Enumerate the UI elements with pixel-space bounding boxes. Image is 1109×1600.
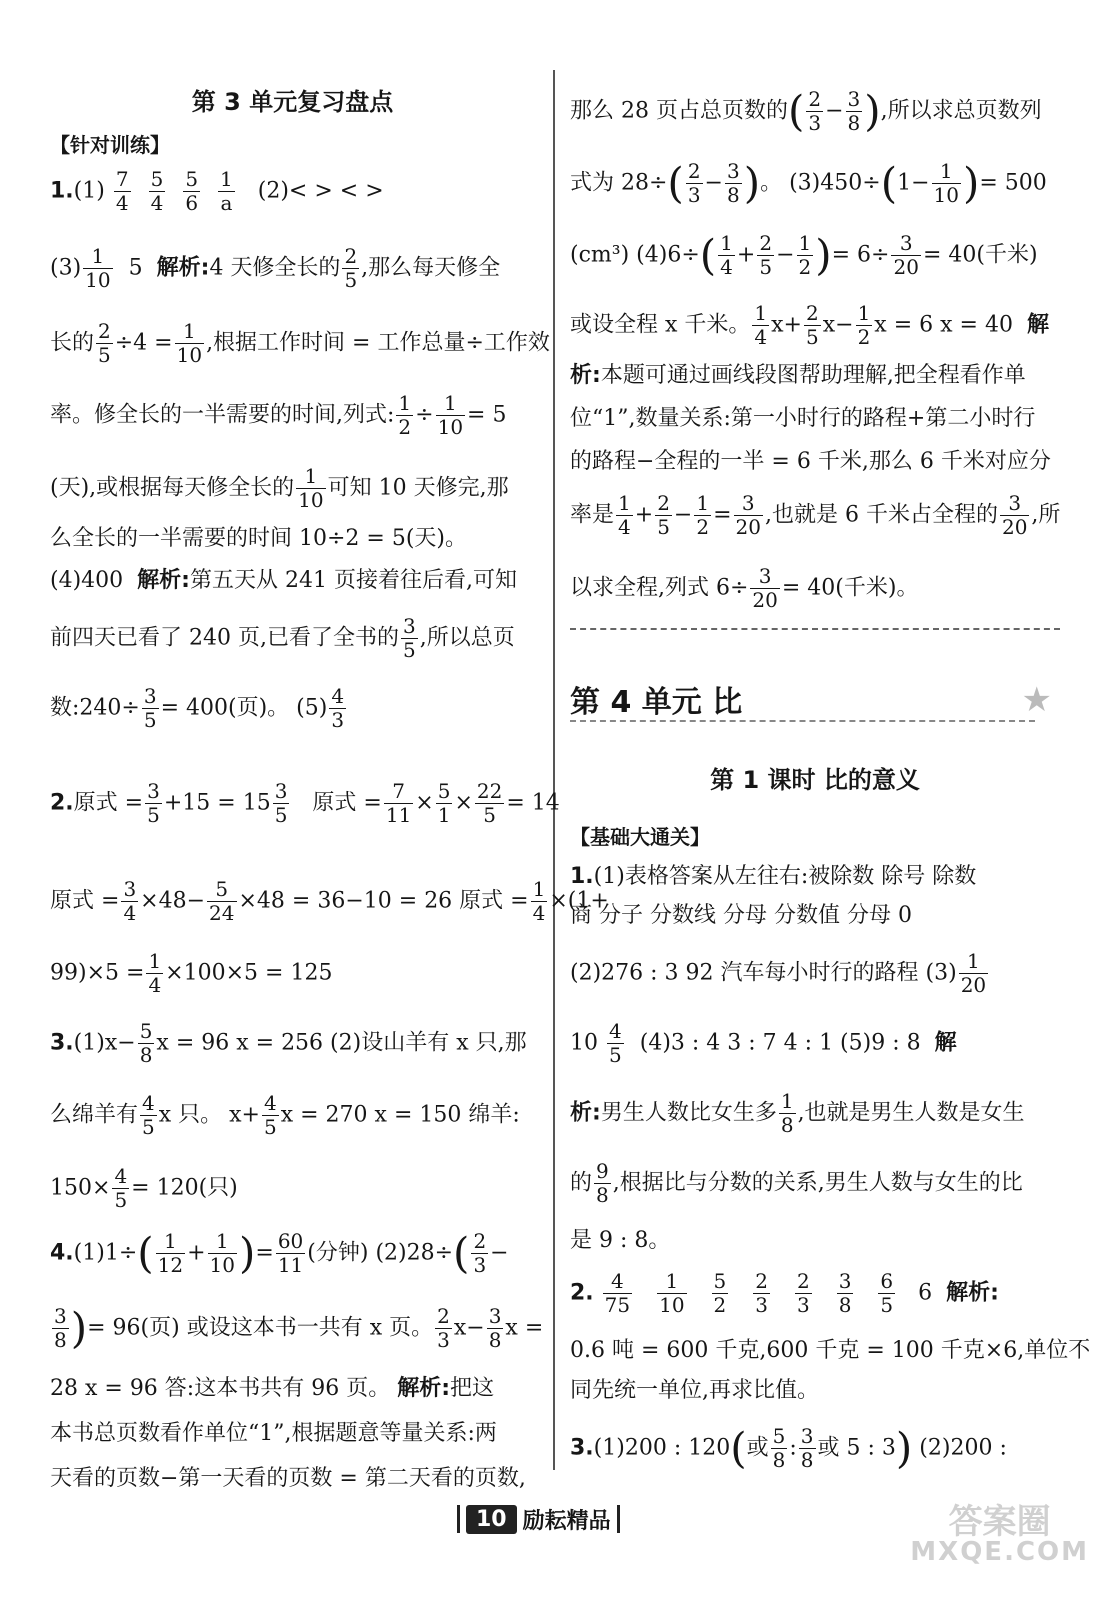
answer-line: 的路程−全程的一半 = 6 千米,那么 6 千米对应分 — [570, 449, 1051, 474]
page-footer — [457, 1500, 620, 1538]
answer-line: 率。修全长的一半需要的时间,列式: $\frac{1}{2}$ ÷ $\frac{1}{10}$ = 5 — [50, 391, 507, 439]
answer-line: 那么 28 页占总页数的( $\frac{2}{3}$ − $\frac{3}{8}$ ),所以求总页数列 — [570, 86, 1042, 136]
section-label: 【基础大通关】 — [570, 825, 710, 849]
page-number: 10 — [466, 1505, 517, 1534]
unit-title-rule — [570, 720, 1035, 722]
footer-bar — [617, 1505, 620, 1533]
section-label: 【针对训练】 — [50, 133, 170, 157]
answer-line: 位“1”,数量关系:第一小时行的路程+第二小时行 — [570, 406, 1036, 431]
answer-line: 或设全程 x 千米。 $\frac{1}{4}$ x+ $\frac{2}{5}$ x− $\frac{1}{2}$ x = 6 x = 40 解 — [570, 301, 1049, 349]
answer-line: 以求全程,列式 6÷ $\frac{3}{20}$ = 40(千米)。 — [570, 564, 919, 612]
answer-line: 150× $\frac{4}{5}$ = 120(只) — [50, 1164, 238, 1212]
answer-line: 前四天已看了 240 页,已看了全书的 $\frac{3}{5}$ ,所以总页 — [50, 614, 515, 662]
answer-line: 长的 $\frac{2}{5}$ ÷4 = $\frac{1}{10}$ ,根据工作时间 = 工作总量÷工作效 — [50, 319, 550, 367]
answer-line: 商 分子 分数线 分母 分数值 分母 0 — [570, 903, 912, 928]
answer-line: (3) $\frac{1}{10}$ 5 解析:4 天修全长的 $\frac{2}{5}$ ,那么每天修全 — [50, 244, 501, 292]
answer-line: (天),或根据每天修全长的 $\frac{1}{10}$ 可知 10 天修完,那 — [50, 464, 509, 512]
answer-line: 本书总页数看作单位“1”,根据题意等量关系:两 — [50, 1421, 497, 1446]
answer-line: 3.(1)x− $\frac{5}{8}$ x = 96 x = 256 (2)设山羊有 x 只,那 — [50, 1019, 527, 1067]
answer-line: 析:男生人数比女生多 $\frac{1}{8}$ ,也就是男生人数是女生 — [570, 1089, 1025, 1137]
answer-line: 3.(1)200 : 120(或 $\frac{5}{8}$ : $\frac{3}{8}$ 或 5 : 3) (2)200 : — [570, 1423, 1007, 1473]
answer-line: 是 9 : 8。 — [570, 1228, 671, 1253]
answer-line: 么全长的一半需要的时间 10÷2 = 5(天)。 — [50, 526, 468, 551]
answer-line: (cm³) (4)6÷( $\frac{1}{4}$ + $\frac{2}{5}$ − $\frac{1}{2}$ )= 6÷ $\frac{3}{20}$ = 40(千米) — [570, 230, 1038, 280]
answer-line: 数:240÷ $\frac{3}{5}$ = 400(页)。 (5) $\frac{4}{3}$ — [50, 684, 345, 732]
brand-name: 励耘精品 — [522, 1508, 611, 1534]
answer-line: 析:本题可通过画线段图帮助理解,把全程看作单 — [570, 363, 1026, 388]
unit-title: 第 4 单元 比 — [570, 685, 743, 720]
answer-line: (2)276 : 3 92 汽车每小时行的路程 (3) $\frac{1}{20}$ — [570, 949, 987, 997]
answer-line: (4)400 解析:第五天从 241 页接着往后看,可知 — [50, 568, 517, 593]
answer-line: 2.原式 = $\frac{3}{5}$ +15 = 15 $\frac{3}{5}$ 原式 = $\frac{7}{11}$ × $\frac{5}{1}$ × $\frac{22}{5}$ = 14 — [50, 779, 560, 827]
answer-line: 4.(1)1÷( $\frac{1}{12}$ + $\frac{1}{10}$ )= $\frac{60}{11}$ (分钟) (2)28÷( $\frac{2}{3}$ − — [50, 1228, 509, 1278]
answer-line: 么绵羊有 $\frac{4}{5}$ x 只。 x+ $\frac{4}{5}$ x = 270 x = 150 绵羊: — [50, 1091, 520, 1139]
answer-line: 原式 = $\frac{3}{4}$ ×48− $\frac{5}{24}$ ×48 = 36−10 = 26 原式 = $\frac{1}{4}$ ×(1+ — [50, 877, 609, 925]
answer-line: 2. $\frac{4}{75}$ $\frac{1}{10}$ $\frac{5}{2}$ $\frac{2}{3}$ $\frac{2}{3}$ $\frac{3}{8}$ $\frac{6}{5}$ 6 解析: — [570, 1269, 999, 1317]
section-separator — [570, 628, 1060, 630]
answer-line: 率是 $\frac{1}{4}$ + $\frac{2}{5}$ − $\frac{1}{2}$ = $\frac{3}{20}$ ,也就是 6 千米占全程的 $\frac{3}{20}$ ,所 — [570, 491, 1061, 539]
answer-line: 99)×5 = $\frac{1}{4}$ ×100×5 = 125 — [50, 949, 333, 997]
lesson-title: 第 1 课时 比的意义 — [710, 766, 920, 794]
answer-line: 同先统一单位,再求比值。 — [570, 1378, 819, 1403]
answer-line: 的 $\frac{9}{8}$ ,根据比与分数的关系,男生人数与女生的比 — [570, 1159, 1023, 1207]
watermark: 答案圈 MXQE.COM — [910, 1502, 1089, 1567]
star-icon: ★ — [1021, 680, 1052, 720]
column-divider — [553, 70, 555, 1470]
answer-line: 天看的页数−第一天看的页数 = 第二天看的页数, — [50, 1466, 526, 1491]
answer-line: 1.(1) $\frac{7}{4}$ $\frac{5}{4}$ $\frac{5}{6}$ $\frac{1}{a}$ (2)< > < > — [50, 167, 384, 215]
answer-line: 式为 28÷( $\frac{2}{3}$ − $\frac{3}{8}$ )。 (3)450÷(1− $\frac{1}{10}$ )= 500 — [570, 158, 1047, 208]
answer-line: 1.(1)表格答案从左往右:被除数 除号 除数 — [570, 864, 977, 889]
answer-line: 10 $\frac{4}{5}$ (4)3 : 4 3 : 7 4 : 1 (5)9 : 8 解 — [570, 1019, 957, 1067]
answer-line: 0.6 吨 = 600 千克,600 千克 = 100 千克×6,单位不 — [570, 1338, 1091, 1363]
footer-bar — [457, 1505, 460, 1533]
answer-line: $\frac{3}{8}$ )= 96(页) 或设这本书一共有 x 页。 $\frac{2}{3}$ x− $\frac{3}{8}$ x = — [54, 1303, 544, 1353]
answer-line: 28 x = 96 答:这本书共有 96 页。 解析:把这 — [50, 1376, 495, 1401]
section-title: 第 3 单元复习盘点 — [191, 88, 394, 116]
